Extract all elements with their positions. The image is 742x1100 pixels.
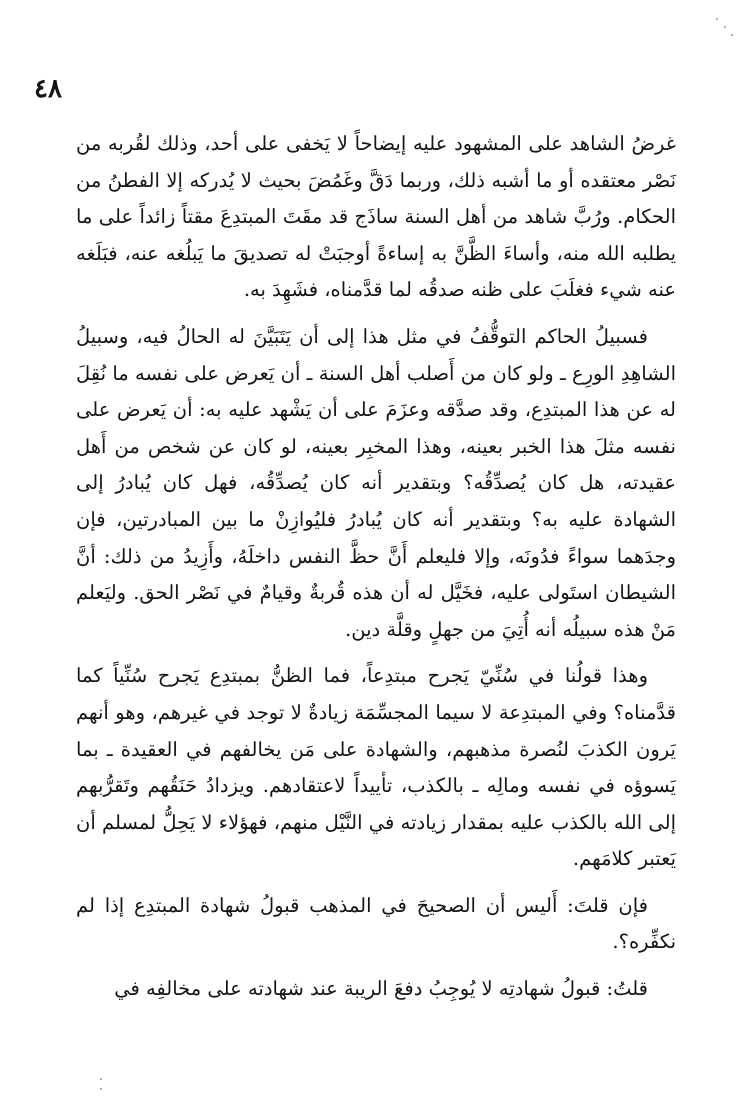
scan-speck: [716, 18, 718, 20]
paragraph-5: قلتُ: قبولُ شهادتِه لا يُوجِبُ دفعَ الريبة عند شهادته على مخالفِه في: [114, 977, 648, 1001]
paragraph-1: غرضُ الشاهد على المشهود عليه إيضاحاً لا يَخفى على أحد، وذلك لقُربه من نَصْر معتقده أو ما أشبه ذلك، وربما دَقَّ وغَمُضَ بحيث لا يُدركه إلا الفطنُ من الحكام. ورُبَّ شاهد من أهل السنة ساذَج قد مقَتَ المبتدِعَ مقتاً زائداً على ما يطلبه الله منه، وأساءَ الظَّنَّ به إساءةً أوجبَتْ له تصديقَ ما يَبلُغه عنه، فبَلَغه عنه شيء فغلَبَ على ظنه صدقُه لما قدَّمناه، فشَهِدَ به.: [76, 132, 676, 302]
paragraph-4: فإن قلتَ: أَليس أن الصحيحَ في المذهب قبولُ شهادة المبتدِع إذا لم نكفِّره؟.: [76, 893, 676, 954]
scan-speck: [100, 1078, 102, 1080]
paragraph-3: وهذا قولُنا في سُنِّيّ يَجرح مبتدِعاً، فما الظنُّ بمبتدِع يَجرح سُنِّياً كما قدَّمناه؟ وفي المبتدِعة لا سيما المجسِّمَة زيادةٌ لا توجد في غيرهم، وهو أنهم يَرون الكذبَ لنُصرة مذهبهم، والشهادة على مَن يخالفهم في العقيدة ـ بما يَسوؤه في نفسه ومالِه ـ بالكذب، تأييداً لاعتقادهم. ويزدادُ حَنَقُهم وتَقرُّبهم إلى الله بالكذب عليه بمقدار زيادته في النَّيْل منهم، فهؤلاء لا يَحِلُّ لمسلم أن يَعتبر كلامَهم.: [76, 664, 676, 871]
paragraph-2: فسبيلُ الحاكم التوقُّفُ في مثل هذا إلى أن يَتَبَيَّنَ له الحالُ فيه، وسبيلُ الشاهِدِ الورِع ـ ولو كان من أَصلب أهل السنة ـ أن يَعرض على نفسه ما نُقِلَ له عن هذا المبتدِع، وقد صدَّقه وعزَمَ على أن يَشْهد عليه به: أن يَعرض على نفسه مثلَ هذا الخبر بعينه، وهذا المخبِر بعينه، لو كان عن شخص من أَهل عقيدته، هل كان يُصدِّقُه؟ وبتقدير أنه كان يُصدِّقُه، فهل كان يُبادرُ إلى الشهادة عليه به؟ وبتقدير أنه كان يُبادرُ فليُوازِنْ ما بين المبادرتين، فإن وجدَهما سواءً فدُونَه، وإلا فليعلم أَنَّ حظَّ النفس داخلَهُ، وأَزِيدُ من ذلك: أنَّ الشيطان استَولى عليه، فخَيَّل له أن هذه قُربةٌ وقيامٌ في نَصْر الحق. وليَعلم مَنْ هذه سبيلُه أنه أُتِيَ من جهلٍ وقلَّة دين.: [76, 324, 676, 641]
scan-speck: [100, 1088, 102, 1090]
page-number: ٤٨: [34, 74, 62, 104]
body-text: [76, 126, 676, 1008]
scan-speck: [731, 34, 733, 36]
scan-speck: [724, 26, 726, 28]
